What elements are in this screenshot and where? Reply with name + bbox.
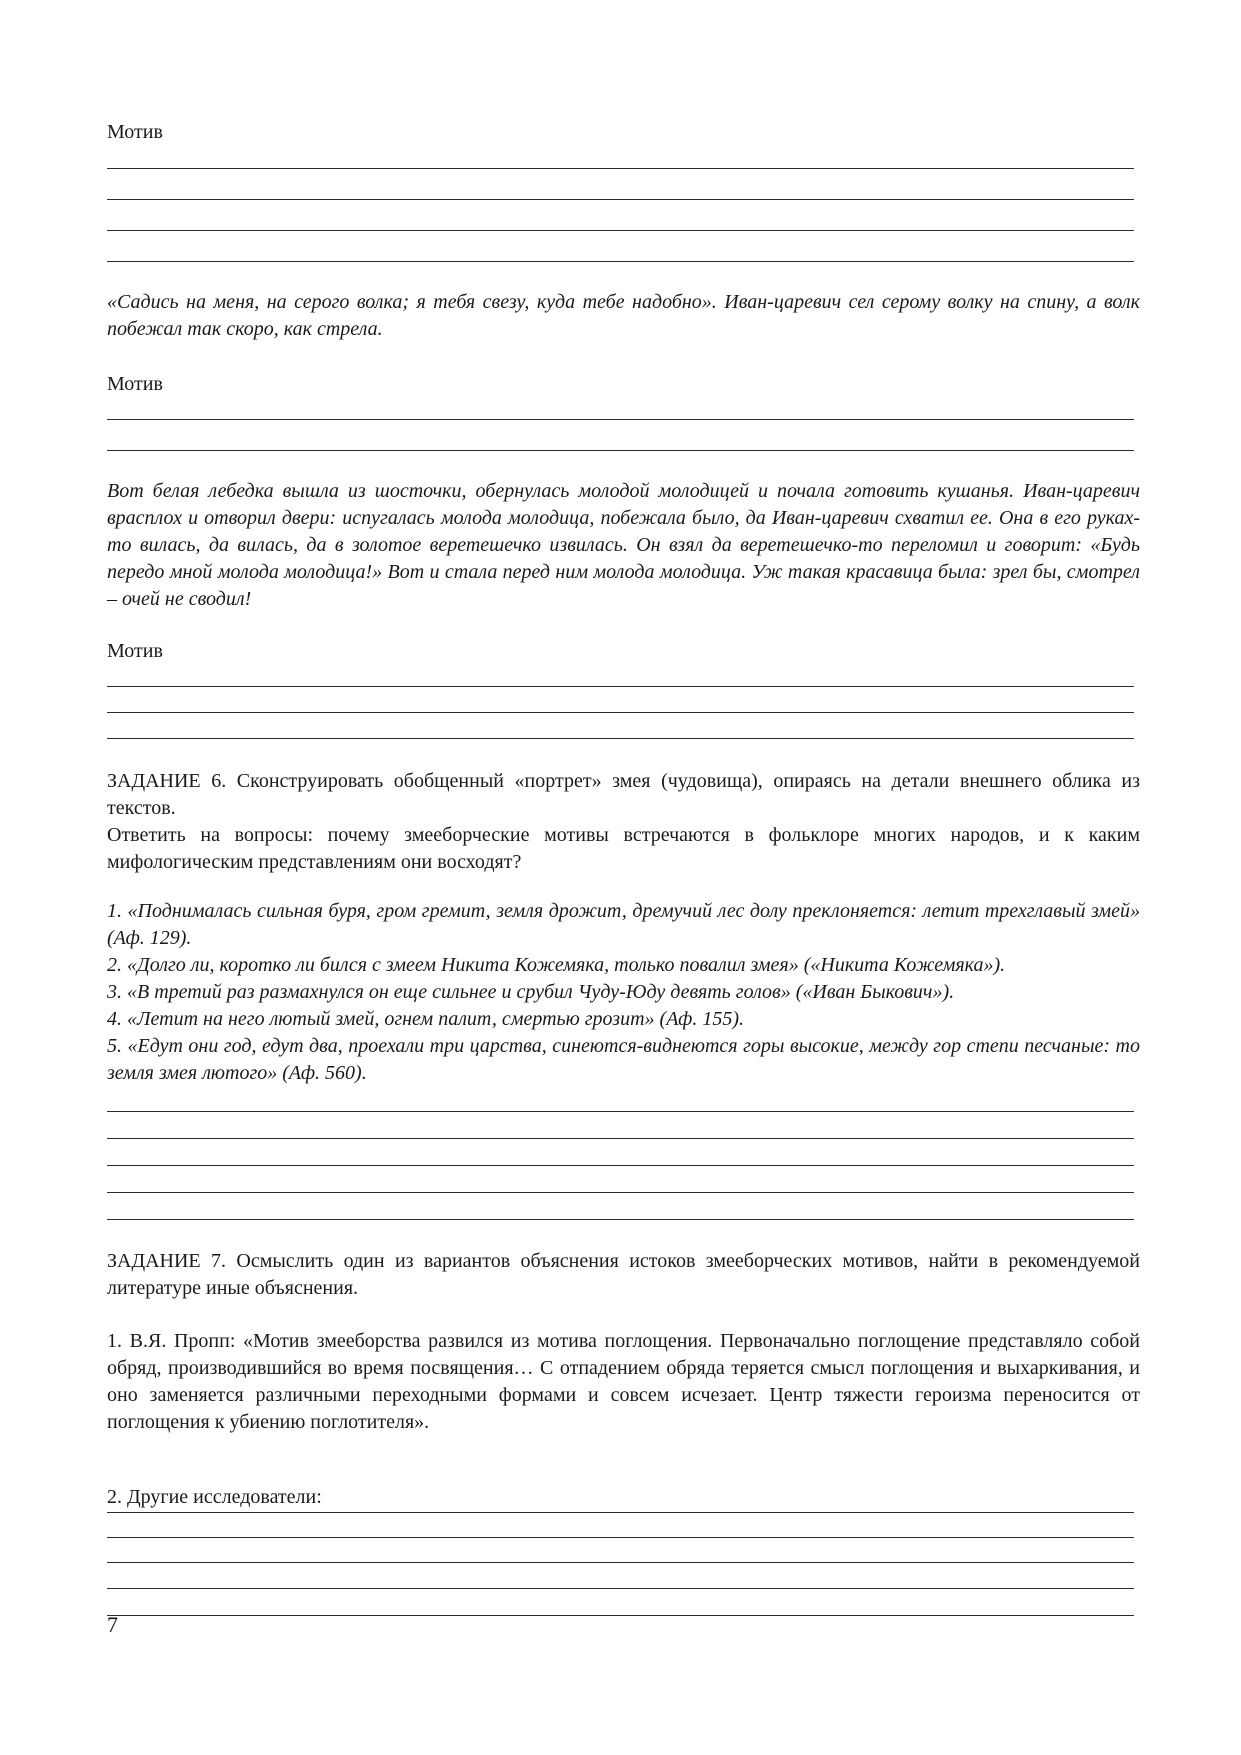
answer-line[interactable] [107,1512,1134,1513]
excerpt-wolf: «Садись на меня, на серого волка; я тебя свезу, куда тебе надобно». Иван-царевич сел серому волку на спину, а волк побежал так скоро, как стрела. [107,291,1140,340]
excerpt-swan: Вот белая лебедка вышла из шосточки, обернулась молодой молодицей и почала готовить кушанья. Иван-царевич врасплох и отворил двери: испугалась молода молодица, побежала было, да Иван-царевич схватил ее. Она в его руках-то вилась, да вилась, да в золотое веретешечко извилась. Он взял да веретешечко-то переломил и говорит: «Будь передо мной молода молодица!» Вот и стала перед ним молода молодица. Уж такая красавица была: зрел бы, смотрел – очей не сводил! [107,480,1140,610]
answer-line[interactable] [107,1219,1134,1220]
answer-line[interactable] [107,1165,1134,1166]
task6-section [107,768,1140,876]
answer-line[interactable] [107,450,1134,451]
answer-line[interactable] [107,1111,1134,1112]
answer-line[interactable] [107,261,1134,262]
quote-item: 5. «Едут они год, едут два, проехали три царства, синеются-виднеются горы высокие, между гор степи песчаные: то земля змея лютого» (Аф. 560). [107,1035,1140,1084]
motive-label-3: Мотив [107,640,163,662]
motive-label-2: Мотив [107,373,163,395]
answer-line[interactable] [107,738,1134,739]
answer-line[interactable] [107,1588,1134,1589]
quote-item: 2. «Долго ли, коротко ли бился с змеем Никита Кожемяка, только повалил змея» («Никита Кожемяка»). [107,954,1006,976]
task7-instruction: ЗАДАНИЕ 7. Осмыслить один из вариантов объяснения истоков змееборческих мотивов, найти в рекомендуемой литературе иные объяснения. [107,1250,1140,1299]
task6-instruction: ЗАДАНИЕ 6. Сконструировать обобщенный «портрет» змея (чудовища), опираясь на детали внешнего облика из текстов. [107,770,1140,819]
answer-line[interactable] [107,199,1134,200]
answer-line[interactable] [107,168,1134,169]
quote-item: 3. «В третий раз размахнулся он еще сильнее и срубил Чуду-Юду девять голов» («Иван Быкович»). [107,981,955,1003]
answer-line[interactable] [107,1537,1134,1538]
task7-item-2: 2. Другие исследователи: [107,1486,322,1508]
answer-line[interactable] [107,686,1134,687]
quote-item: 1. «Поднималась сильная буря, гром гремит, земля дрожит, дремучий лес долу преклоняется: летит трехглавый змей» (Аф. 129). [107,900,1140,949]
motive-label-1: Мотив [107,121,163,143]
answer-line[interactable] [107,1615,1134,1616]
answer-line[interactable] [107,1192,1134,1193]
answer-line[interactable] [107,419,1134,420]
answer-line[interactable] [107,1562,1134,1563]
page-number: 7 [107,1612,118,1637]
answer-line[interactable] [107,712,1134,713]
quote-item: 4. «Летит на него лютый змей, огнем палит, смертью грозит» (Аф. 155). [107,1008,744,1030]
answer-line[interactable] [107,1138,1134,1139]
task7-item-1: 1. В.Я. Пропп: «Мотив змееборства развился из мотива поглощения. Первоначально поглощение представляло собой обряд, производившийся во время посвящения… С отпадением обряда теряется смысл поглощения и выхаркивания, и оно заменяется различными переходными формами и совсем исчезает. Центр тяжести героизма переносится от поглощения к убиению поглотителя». [107,1330,1140,1433]
task6-quotes [107,898,1140,1087]
answer-line[interactable] [107,230,1134,231]
task6-questions: Ответить на вопросы: почему змееборческие мотивы встречаются в фольклоре многих народов, и к каким мифологическим представлениям они восходят? [107,824,1140,873]
